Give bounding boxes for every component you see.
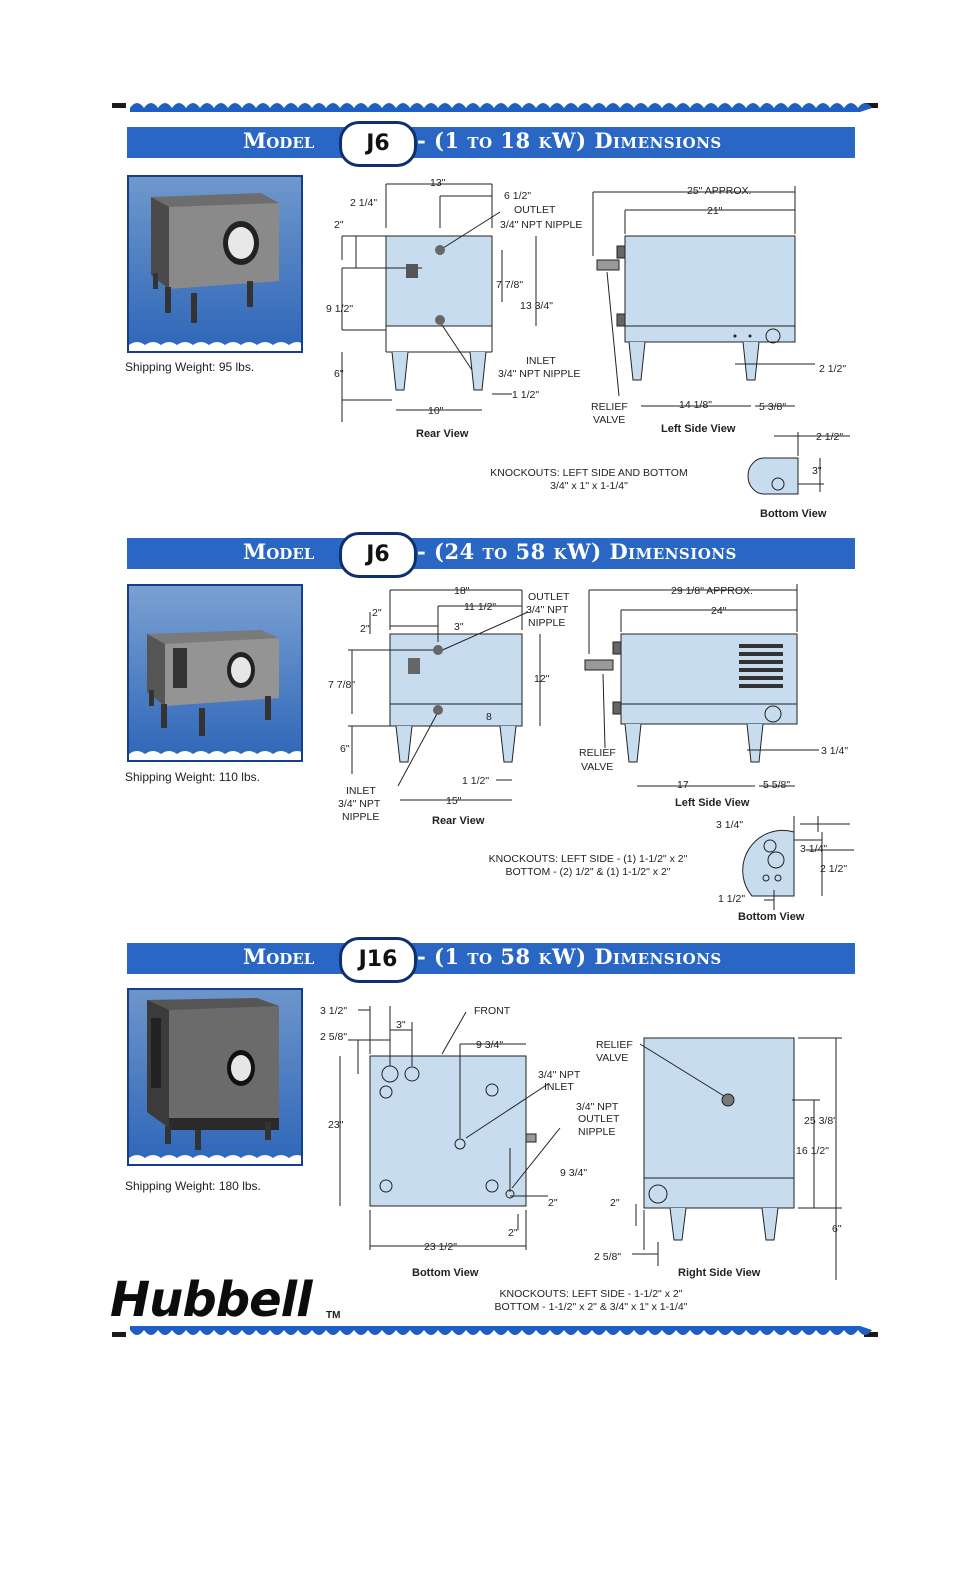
bottom2-dim-3-1-4-b: 3 1/4": [800, 843, 828, 855]
section3-model-prefix: Model: [243, 944, 315, 969]
trademark-mark: TM: [326, 1310, 341, 1321]
bottom3-dim-2-5-8: 2 5/8": [320, 1031, 348, 1043]
rear1-dim-13-3-4: 13 3/4": [520, 300, 553, 312]
rear2-dim-3: 3": [454, 621, 464, 633]
bottom3-dim-23: 23": [328, 1119, 344, 1131]
rear2-outlet-nipple-1: 3/4" NPT: [526, 604, 569, 616]
bottom3-outlet-npt: 3/4" NPT: [576, 1101, 619, 1113]
rear2-dim-8: 8: [486, 711, 492, 723]
rear2-dim-12: 12": [534, 673, 550, 685]
side3-relief-label: RELIEF: [596, 1039, 633, 1051]
rear1-outlet-nipple: 3/4" NPT NIPPLE: [500, 219, 583, 231]
top-wave-border: [112, 94, 878, 112]
bottom2-dim-2-1-2: 2 1/2": [820, 863, 848, 875]
section2-side-view: [575, 580, 855, 810]
section3-banner: [127, 943, 855, 974]
section1-model-badge: J6: [339, 121, 417, 167]
side1-dim-14-1-8: 14 1/8": [679, 399, 712, 411]
bottom3-dim-2-a: 2": [548, 1197, 558, 1209]
bottom-wave-border: [112, 1326, 878, 1344]
section1-shipping-weight: Shipping Weight: 95 lbs.: [125, 360, 255, 374]
bottom3-dim-3: 3": [396, 1019, 406, 1031]
side1-dim-5-3-8: 5 3/8": [759, 401, 787, 413]
rear1-caption: Rear View: [416, 428, 469, 440]
bottom3-inlet-npt: 3/4" NPT: [538, 1069, 581, 1081]
section2-knockouts-line1: KNOCKOUTS: LEFT SIDE - (1) 1-1/2" x 2": [488, 853, 688, 865]
rear1-dim-width: 13": [430, 177, 446, 189]
side2-caption: Left Side View: [675, 797, 750, 809]
section2-knockouts: [472, 853, 704, 879]
bottom1-dim-3: 3": [812, 465, 822, 477]
side3-dim-6: 6": [832, 1223, 842, 1235]
section3-knockouts: [476, 1288, 706, 1314]
section3-knockouts-line1: KNOCKOUTS: LEFT SIDE - 1-1/2" x 2": [499, 1288, 683, 1300]
section1-bottom-view: [740, 428, 855, 523]
bottom3-dim-3-1-2: 3 1/2": [320, 1005, 348, 1017]
section1-range: - (1 to 18 kW) Dimensions: [417, 128, 722, 153]
side1-relief-label: RELIEF: [591, 401, 628, 413]
section2-range: - (24 to 58 kW) Dimensions: [417, 539, 737, 564]
rear1-dim-2: 2": [334, 219, 344, 231]
bottom3-dim-23-1-2: 23 1/2": [424, 1241, 457, 1253]
bottom3-dim-9-3-4-a: 9 3/4": [476, 1039, 504, 1051]
rear2-dim-1-1-2: 1 1/2": [462, 775, 490, 787]
section2-bottom-view: [710, 810, 855, 925]
side3-valve-label: VALVE: [596, 1052, 629, 1064]
side2-dim-overall: 29 1/8" APPROX.: [671, 585, 753, 597]
side3-dim-25-3-8: 25 3/8": [804, 1115, 837, 1127]
section2-banner: [127, 538, 855, 569]
bottom1-caption: Bottom View: [760, 508, 827, 520]
section1-knockouts: [476, 467, 702, 493]
side2-dim-24: 24": [711, 605, 727, 617]
bottom2-dim-3-1-4-a: 3 1/4": [716, 819, 744, 831]
rear2-outlet-nipple-2: NIPPLE: [528, 617, 566, 629]
section1-product-photo: [127, 175, 303, 353]
side1-dim-overall: 25" APPROX.: [687, 185, 752, 197]
side2-dim-3-1-4: 3 1/4": [821, 745, 849, 757]
bottom1-dim-2-1-2: 2 1/2": [816, 431, 844, 443]
section3-range: - (1 to 58 kW) Dimensions: [417, 944, 722, 969]
side3-caption: Right Side View: [678, 1267, 761, 1279]
bottom3-inlet-label: INLET: [544, 1081, 574, 1093]
side1-dim-body: 21": [707, 205, 723, 217]
section2-rear-view: [322, 582, 592, 832]
section3-shipping-weight: Shipping Weight: 180 lbs.: [125, 1179, 261, 1193]
rear2-inlet-label: INLET: [346, 785, 376, 797]
section1-banner: [127, 127, 855, 158]
rear2-dim-2b: 2": [360, 623, 370, 635]
rear1-dim-10: 10": [428, 405, 444, 417]
section1-model-prefix: Model: [243, 128, 315, 153]
section1-knockouts-line2: 3/4" x 1" x 1-1/4": [550, 480, 628, 492]
rear2-inlet-nipple-1: 3/4" NPT: [338, 798, 381, 810]
side2-dim-5-5-8: 5 5/8": [763, 779, 791, 791]
side1-valve-label: VALVE: [593, 414, 626, 426]
bottom3-caption: Bottom View: [412, 1267, 479, 1279]
rear1-dim-7-7-8: 7 7/8": [496, 279, 524, 291]
rear2-dim-15: 15": [446, 795, 462, 807]
rear1-dim-top: 2 1/4": [350, 197, 378, 209]
hubbell-logo: Hubbell: [110, 1272, 312, 1328]
side3-dim-2: 2": [610, 1197, 620, 1209]
section2-model-prefix: Model: [243, 539, 315, 564]
rear2-dim-6: 6": [340, 743, 350, 755]
section2-product-photo: [127, 584, 303, 762]
bottom3-outlet-label: OUTLET: [578, 1113, 620, 1125]
section1-rear-view: [322, 172, 592, 442]
side3-dim-2-5-8: 2 5/8": [594, 1251, 622, 1263]
rear2-caption: Rear View: [432, 815, 485, 827]
section1-side-view: [585, 176, 855, 436]
rear1-outlet-label: OUTLET: [514, 204, 556, 216]
section3-knockouts-line2: BOTTOM - 1-1/2" x 2" & 3/4" x 1" x 1-1/4": [494, 1301, 688, 1313]
rear2-dim-18: 18": [454, 585, 470, 597]
bottom2-caption: Bottom View: [738, 911, 805, 923]
section2-shipping-weight: Shipping Weight: 110 lbs.: [125, 770, 260, 784]
rear1-dim-6: 6": [334, 368, 344, 380]
section3-side-view: [592, 1030, 854, 1284]
bottom3-outlet-nipple: NIPPLE: [578, 1126, 616, 1138]
rear2-inlet-nipple-2: NIPPLE: [342, 811, 380, 823]
rear2-dim-2a: 2": [372, 607, 382, 619]
section2-knockouts-line2: BOTTOM - (2) 1/2" & (1) 1-1/2" x 2": [505, 866, 671, 878]
rear1-dim-outlet-offset: 6 1/2": [504, 190, 532, 202]
bottom3-front-label: FRONT: [474, 1005, 511, 1017]
bottom2-dim-1-1-2: 1 1/2": [718, 893, 746, 905]
side3-dim-16-1-2: 16 1/2": [796, 1145, 829, 1157]
rear2-dim-7-7-8: 7 7/8": [328, 679, 356, 691]
section1-knockouts-line1: KNOCKOUTS: LEFT SIDE AND BOTTOM: [490, 467, 688, 479]
rear2-outlet-label: OUTLET: [528, 591, 570, 603]
rear1-inlet-label: INLET: [526, 355, 556, 367]
bottom3-dim-2-b: 2": [508, 1227, 518, 1239]
side1-dim-2-1-2: 2 1/2": [819, 363, 847, 375]
side2-valve-label: VALVE: [581, 761, 614, 773]
rear1-dim-9-1-2: 9 1/2": [326, 303, 354, 315]
rear1-dim-1-1-2: 1 1/2": [512, 389, 540, 401]
section3-product-photo: [127, 988, 303, 1166]
rear1-inlet-nipple: 3/4" NPT NIPPLE: [498, 368, 581, 380]
bottom3-dim-9-3-4-b: 9 3/4": [560, 1167, 588, 1179]
side2-relief-label: RELIEF: [579, 747, 616, 759]
section2-model-badge: J6: [339, 532, 417, 578]
section3-model-badge: J16: [339, 937, 417, 983]
side1-caption: Left Side View: [661, 423, 736, 435]
side2-dim-17: 17: [677, 779, 689, 791]
rear2-dim-11-1-2: 11 1/2": [464, 601, 497, 613]
